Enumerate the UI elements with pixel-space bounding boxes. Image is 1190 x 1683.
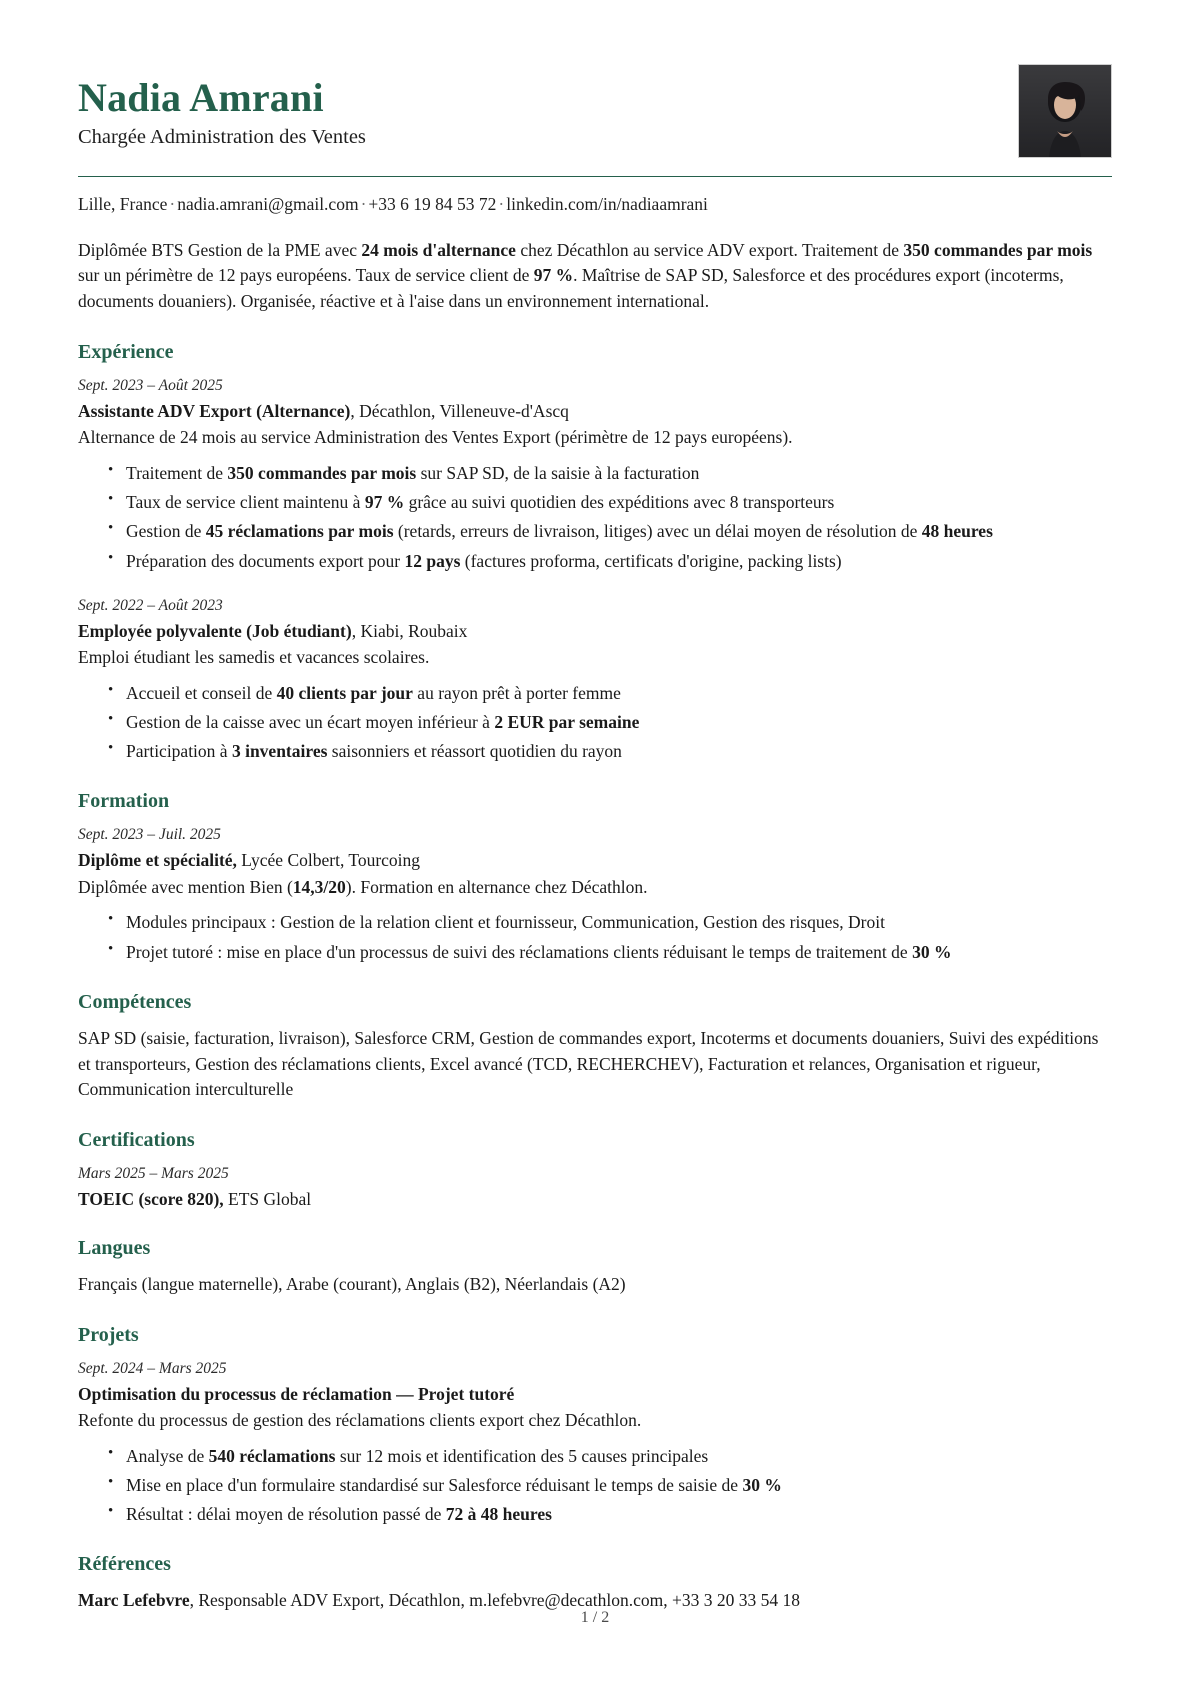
entry-description: Refonte du processus de gestion des réclamations clients export chez Décathlon.	[78, 1409, 642, 1430]
summary-paragraph	[78, 238, 1112, 315]
entry-description	[78, 875, 1112, 900]
entry-date: Sept. 2023 – Août 2025	[78, 376, 223, 394]
body-text: Mise en place d'un formulaire standardisé sur Salesforce réduisant le temps de saisie de	[126, 1474, 743, 1495]
section-title-certifications: Certifications	[78, 1129, 195, 1152]
entry-date: Sept. 2024 – Mars 2025	[78, 1359, 227, 1377]
highlight-text: 350 commandes par mois	[903, 239, 1093, 260]
highlight-text: TOEIC (score 820),	[78, 1188, 224, 1209]
highlight-text: 14,3/20	[292, 876, 346, 897]
contact-separator: ·	[360, 194, 367, 214]
section-paragraph: SAP SD (saisie, facturation, livraison), Salesforce CRM, Gestion de commandes export, Incoterms et documents douaniers, Suivi des expéditions et transporteurs, Gestion des réclamations clients, Excel avancé (TCD, RECHERCHEV), Facturation et relances, Organisation et rigueur, Communication interculturelle	[78, 1027, 1099, 1100]
bullet-list	[78, 680, 1112, 765]
body-text: sur 12 mois et identification des 5 causes principales	[335, 1445, 709, 1466]
highlight-text: 97 %	[364, 492, 405, 513]
highlight-text: Diplôme et spécialité,	[78, 850, 237, 871]
contact-phone[interactable]: +33 6 19 84 53 72	[368, 194, 497, 214]
contact-line	[78, 193, 1112, 216]
entry	[78, 376, 1112, 574]
list-item	[108, 1501, 1112, 1527]
highlight-text: 30 %	[912, 941, 952, 962]
body-text: (factures proforma, certificats d'origine, packing lists)	[460, 550, 842, 571]
body-text: grâce au suivi quotidien des expéditions avec 8 transporteurs	[404, 492, 835, 513]
section-langues	[78, 1237, 1112, 1298]
highlight-text: 40 clients par jour	[276, 682, 413, 703]
highlight-text: 72 à 48 heures	[445, 1504, 552, 1525]
contact-separator: ·	[169, 194, 176, 214]
bullet-list	[78, 909, 1112, 965]
highlight-text: Optimisation du processus de réclamation — Projet tutoré	[78, 1383, 515, 1404]
list-item	[108, 489, 1112, 515]
entry-heading	[78, 1382, 1112, 1406]
body-text: ). Formation en alternance chez Décathlon.	[345, 876, 648, 897]
section-title-references: Références	[78, 1553, 171, 1576]
section-title-langues: Langues	[78, 1237, 151, 1260]
body-text: Résultat : délai moyen de résolution passé de	[126, 1504, 446, 1525]
highlight-text: 350 commandes par mois	[227, 462, 417, 483]
list-item	[108, 680, 1112, 706]
list-item	[108, 939, 1112, 965]
highlight-text: 540 réclamations	[208, 1445, 336, 1466]
list-item	[108, 460, 1112, 486]
job-headline: Chargée Administration des Ventes	[78, 126, 366, 149]
entry-description: Emploi étudiant les samedis et vacances scolaires.	[78, 646, 430, 667]
body-text: ETS Global	[223, 1188, 312, 1209]
list-item	[108, 548, 1112, 574]
list-item	[108, 909, 1112, 935]
section-title-formation: Formation	[78, 790, 170, 813]
entry-heading	[78, 399, 1112, 423]
body-text: Gestion de la caisse avec un écart moyen inférieur à	[126, 711, 495, 732]
body-text: Traitement de	[126, 462, 228, 483]
section-projets	[78, 1324, 1112, 1528]
highlight-text: 2 EUR par semaine	[494, 711, 640, 732]
highlight-text: 97 %	[533, 265, 574, 286]
header-divider	[78, 176, 1112, 177]
entry-description: Alternance de 24 mois au service Administration des Ventes Export (périmètre de 12 pays européens).	[78, 426, 793, 447]
body-text: au rayon prêt à porter femme	[412, 682, 621, 703]
entry-date: Sept. 2023 – Juil. 2025	[78, 826, 221, 844]
bullet-list	[78, 460, 1112, 574]
entry-date: Sept. 2022 – Août 2023	[78, 596, 223, 614]
entry	[78, 1164, 1112, 1211]
body-text: Gestion de	[126, 521, 206, 542]
body-text: Diplômée avec mention Bien (	[78, 876, 293, 897]
resume-sections	[78, 341, 1112, 1613]
portrait-photo-icon	[1019, 65, 1111, 157]
highlight-text: 30 %	[742, 1474, 782, 1495]
highlight-text: 48 heures	[921, 521, 993, 542]
highlight-text: Employée polyvalente (Job étudiant)	[78, 620, 352, 641]
highlight-text: 3 inventaires	[231, 741, 328, 762]
body-text: , Responsable ADV Export, Décathlon, m.lefebvre@decathlon.com, +33 3 20 33 54 18	[189, 1590, 800, 1611]
list-item	[108, 518, 1112, 544]
list-item	[108, 1472, 1112, 1498]
contact-separator: ·	[498, 194, 505, 214]
highlight-text: 12 pays	[404, 550, 461, 571]
body-text: Modules principaux : Gestion de la relation client et fournisseur, Communication, Gestion des risques, Droit	[126, 912, 885, 933]
body-text: , Kiabi, Roubaix	[351, 620, 468, 641]
bullet-list	[78, 1443, 1112, 1528]
body-text: sur SAP SD, de la saisie à la facturation	[416, 462, 700, 483]
body-text: Lycée Colbert, Tourcoing	[236, 850, 421, 871]
body-text: Analyse de	[126, 1445, 209, 1466]
page-footer: 1 / 2	[580, 1609, 610, 1626]
body-text: Préparation des documents export pour	[126, 550, 405, 571]
list-item	[108, 738, 1112, 764]
section-paragraph: Français (langue maternelle), Arabe (courant), Anglais (B2), Néerlandais (A2)	[78, 1274, 626, 1295]
avatar	[1018, 64, 1112, 158]
body-text: Participation à	[126, 741, 232, 762]
section-certifications	[78, 1129, 1112, 1211]
body-text: sur un périmètre de 12 pays européens. Taux de service client de	[78, 265, 534, 286]
entry-heading	[78, 619, 1112, 643]
section-experience	[78, 341, 1112, 765]
entry-heading	[78, 1187, 1112, 1211]
body-text: . Maîtrise de SAP SD, Salesforce et des procédures export (incoterms, documents douaniers). Organisée, réactive et à l'aise dans un environnement international.	[78, 265, 1064, 312]
entry	[78, 596, 1112, 765]
body-text: Diplômée BTS Gestion de la PME avec	[78, 239, 362, 260]
section-formation	[78, 790, 1112, 964]
entry	[78, 1359, 1112, 1528]
contact-email[interactable]: nadia.amrani@gmail.com	[177, 194, 359, 214]
highlight-text: Marc Lefebvre	[78, 1590, 190, 1611]
page-title: Nadia Amrani	[78, 75, 324, 120]
section-competences	[78, 991, 1112, 1103]
section-title-experience: Expérience	[78, 340, 174, 363]
body-text: chez Décathlon au service ADV export. Traitement de	[515, 239, 904, 260]
contact-linkedin[interactable]: linkedin.com/in/nadiaamrani	[506, 194, 708, 214]
section-title-competences: Compétences	[78, 990, 192, 1013]
body-text: (retards, erreurs de livraison, litiges) avec un délai moyen de résolution de	[393, 521, 922, 542]
highlight-text: 24 mois d'alternance	[361, 239, 516, 260]
highlight-text: Assistante ADV Export (Alternance)	[78, 400, 351, 421]
body-text: , Décathlon, Villeneuve-d'Ascq	[350, 400, 569, 421]
body-text: Accueil et conseil de	[126, 682, 277, 703]
list-item	[108, 709, 1112, 735]
body-text: saisonniers et réassort quotidien du rayon	[327, 741, 622, 762]
section-references	[78, 1553, 1112, 1612]
section-title-projets: Projets	[78, 1323, 139, 1346]
contact-location: Lille, France	[78, 194, 168, 214]
entry-date: Mars 2025 – Mars 2025	[78, 1165, 229, 1183]
entry-heading	[78, 848, 1112, 872]
body-text: Taux de service client maintenu à	[126, 492, 365, 513]
list-item	[108, 1443, 1112, 1469]
body-text: Projet tutoré : mise en place d'un processus de suivi des réclamations clients réduisant le temps de traitement de	[126, 941, 913, 962]
header-text-block	[78, 62, 366, 150]
resume-header	[78, 62, 1112, 158]
highlight-text: 45 réclamations par mois	[205, 521, 394, 542]
entry	[78, 825, 1112, 964]
